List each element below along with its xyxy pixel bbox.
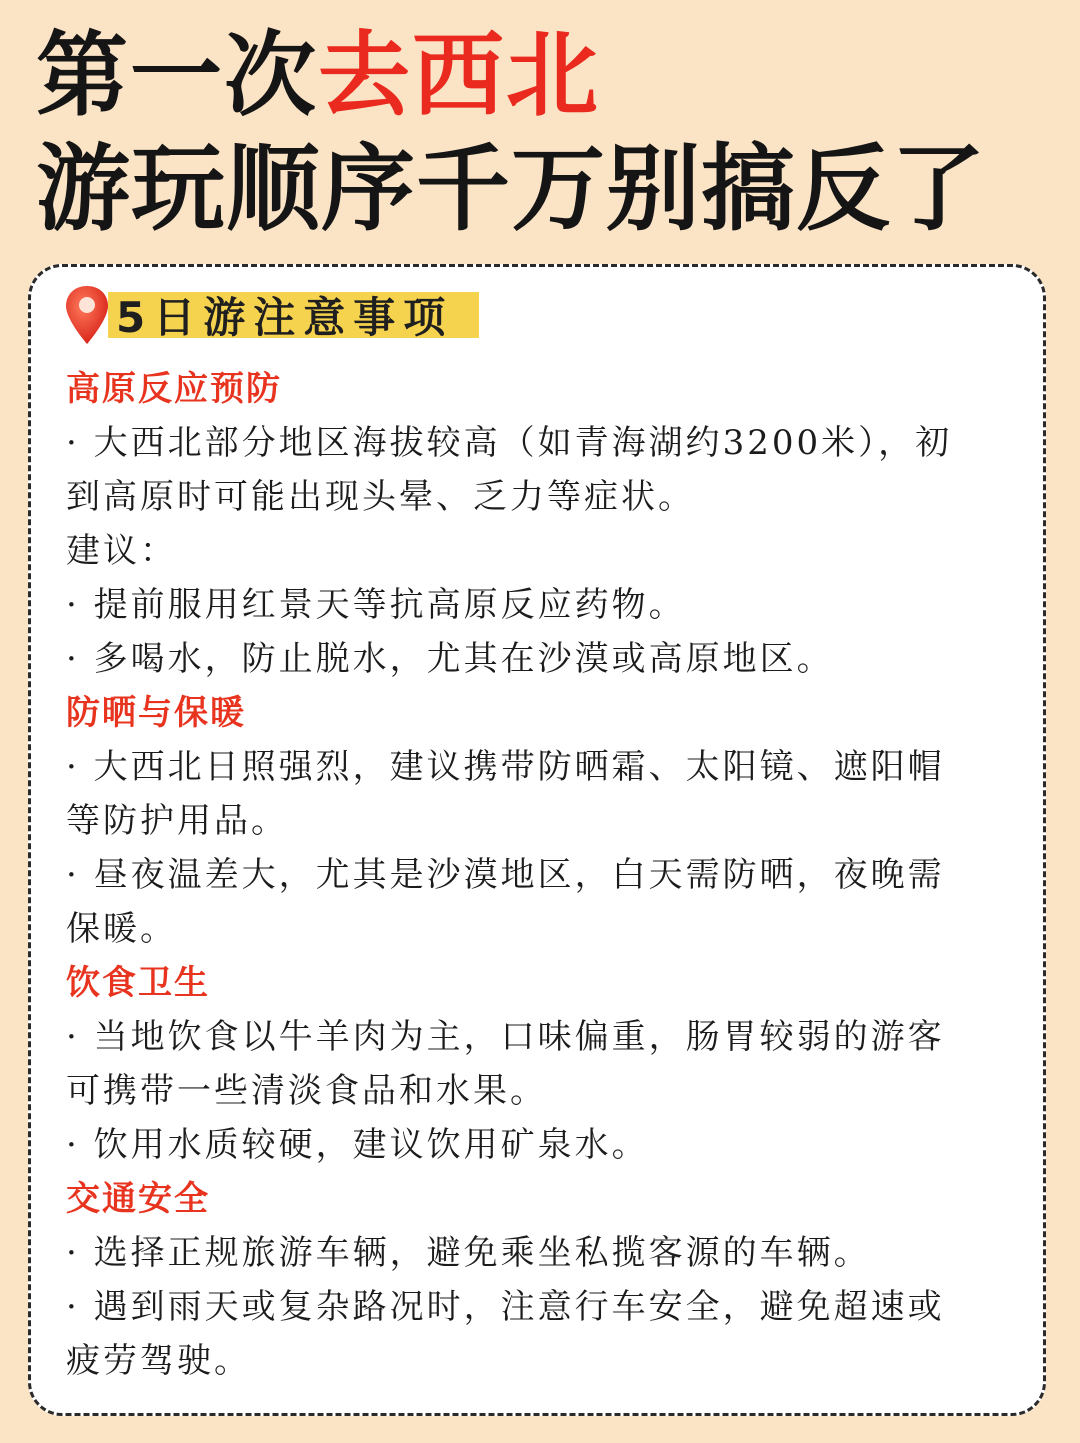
body-line: · 选择正规旅游车辆，避免乘坐私揽客源的车辆。 <box>66 1233 871 1273</box>
section-title: 高原反应预防 <box>66 369 282 409</box>
body-line: · 提前服用红景天等抗高原反应药物。 <box>66 585 686 625</box>
body-line: 可携带一些清淡食品和水果。 <box>66 1071 547 1111</box>
body-line: 疲劳驾驶。 <box>66 1341 251 1381</box>
body-line: 等防护用品。 <box>66 801 288 841</box>
body-line: · 多喝水，防止脱水，尤其在沙漠或高原地区。 <box>66 639 834 679</box>
section-altitude <box>66 362 1010 686</box>
section-title: 饮食卫生 <box>66 963 210 1003</box>
title-line-1 <box>36 22 1056 130</box>
title-accent: 去西北 <box>318 22 601 129</box>
body-line: 建议： <box>66 531 177 571</box>
body-line: · 遇到雨天或复杂路况时，注意行车安全，避免超速或 <box>66 1287 945 1327</box>
body-line: 保暖。 <box>66 909 177 949</box>
body-line: · 昼夜温差大，尤其是沙漠地区，白天需防晒，夜晚需 <box>66 855 945 895</box>
body-line: · 大西北部分地区海拔较高（如青海湖约3200米），初 <box>66 423 953 463</box>
notes-content <box>66 362 1010 1388</box>
map-pin-icon <box>58 282 116 348</box>
section-food <box>66 956 1010 1172</box>
body-line: · 大西北日照强烈，建议携带防晒霜、太阳镜、遮阳帽 <box>66 747 945 787</box>
section-sun-warmth <box>66 686 1010 956</box>
section-title: 防晒与保暖 <box>66 693 246 733</box>
page-title <box>36 22 1056 246</box>
body-line: · 饮用水质较硬，建议饮用矿泉水。 <box>66 1125 649 1165</box>
section-title: 交通安全 <box>66 1179 210 1219</box>
section-tag <box>58 286 479 348</box>
tag-label: 5日游注意事项 <box>108 292 479 338</box>
body-line: 到高原时可能出现头晕、乏力等症状。 <box>66 477 695 517</box>
title-prefix: 第一次 <box>36 22 319 129</box>
title-line-2: 游玩顺序千万别搞反了 <box>36 135 987 244</box>
body-line: · 当地饮食以牛羊肉为主，口味偏重，肠胃较弱的游客 <box>66 1017 945 1057</box>
section-traffic <box>66 1172 1010 1388</box>
